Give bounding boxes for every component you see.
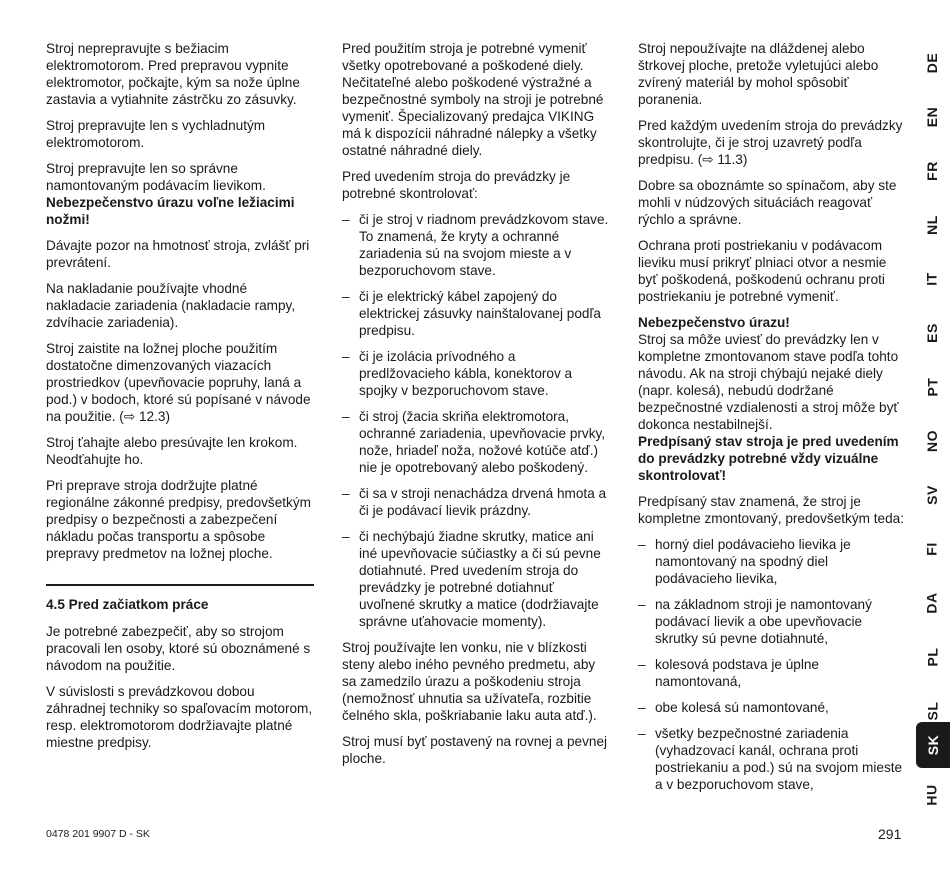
list-item bbox=[342, 408, 610, 476]
language-label: HU bbox=[923, 784, 940, 806]
language-label: FR bbox=[923, 161, 940, 181]
language-label: EN bbox=[923, 106, 940, 128]
list-item-text: horný diel podávacieho lievika je namontovaný na spodný diel podávacieho lievika, bbox=[655, 537, 851, 586]
language-label: IT bbox=[923, 272, 940, 286]
list-item bbox=[638, 725, 906, 793]
language-label: FI bbox=[923, 542, 940, 556]
language-tab-hu[interactable] bbox=[918, 772, 946, 818]
language-tab-nl[interactable] bbox=[918, 202, 946, 248]
list-item bbox=[342, 348, 610, 399]
dash-bullet: – bbox=[638, 657, 646, 672]
paragraph: Dobre sa oboznámte so spínačom, aby ste mohli v núdzových situáciách reagovať rýchlo a správne. bbox=[638, 178, 897, 227]
language-label: PL bbox=[923, 647, 940, 667]
language-label: PT bbox=[923, 377, 940, 397]
paragraph: Stroj používajte len vonku, nie v blízkosti steny alebo iného pevného predmetu, aby sa zamedzilo úrazu a poškodeniu stroja (nemožnosť uhnutia sa užívateľa, rozbitie čelného skla, poškriabanie laku auta atď.). bbox=[342, 640, 597, 723]
paragraph: Stroj prepravujte len s vychladnutým elektromotorom. bbox=[46, 118, 266, 150]
page-number: 291 bbox=[878, 826, 902, 842]
document-code: 0478 201 9907 D - SK bbox=[46, 828, 150, 840]
warning-text: Nebezpečenstvo úrazu voľne ležiacimi nožmi! bbox=[46, 195, 295, 227]
list-item-text: kolesová podstava je úplne namontovaná, bbox=[655, 657, 819, 689]
language-tab-sk-active[interactable] bbox=[916, 722, 950, 768]
paragraph: Predpísaný stav znamená, že stroj je kompletne zmontovaný, predovšetkým teda: bbox=[638, 494, 904, 526]
language-label: DA bbox=[923, 592, 940, 614]
language-tab-fi[interactable] bbox=[918, 526, 946, 572]
dash-bullet: – bbox=[638, 700, 646, 715]
list-item bbox=[342, 288, 610, 339]
language-tab-es[interactable] bbox=[918, 310, 946, 356]
paragraph: Pri preprave stroja dodržujte platné regionálne zákonné predpisy, predovšetkým predpisy o bezpečnosti a zabezpečení nákladu počas transportu a spôsobe prepravy predmetov na ložnej ploche. bbox=[46, 478, 311, 561]
dash-bullet: – bbox=[342, 409, 350, 424]
language-tab-it[interactable] bbox=[918, 256, 946, 302]
column-middle bbox=[342, 40, 610, 776]
dash-bullet: – bbox=[342, 486, 350, 501]
dash-bullet: – bbox=[342, 289, 350, 304]
paragraph-text: Stroj prepravujte len so správne namontovaným podávacím lievikom. bbox=[46, 161, 266, 193]
list-item-text: na základnom stroji je namontovaný podávací lievik a obe upevňovacie skrutky sú pevne dotiahnuté, bbox=[655, 597, 872, 646]
language-tab-pl[interactable] bbox=[918, 634, 946, 680]
language-label: SK bbox=[924, 734, 941, 756]
language-label: SV bbox=[924, 485, 940, 505]
language-tab-pt[interactable] bbox=[918, 364, 946, 410]
language-tab-da[interactable] bbox=[918, 580, 946, 626]
paragraph: Stroj musí byť postavený na rovnej a pevnej ploche. bbox=[342, 734, 608, 766]
list-item-text: všetky bezpečnostné zariadenia (vyhadzovací kanál, ochrana proti postriekaniu a pod.) sú na svojom mieste a v bezporuchovom stave, bbox=[655, 726, 903, 792]
language-label: NO bbox=[924, 430, 940, 452]
paragraph: Stroj zaistite na ložnej ploche použitím dostatočne dimenzovaných viazacích prostriedkov (upevňovacie popruhy, laná a pod.) v bodoch, ktoré sú popísané v návode na použitie. (⇨ 12.3) bbox=[46, 341, 311, 424]
list-item bbox=[638, 596, 906, 647]
list-item bbox=[638, 699, 906, 716]
paragraph: V súvislosti s prevádzkovou dobou záhradnej techniky so spaľovacím motorom, resp. elektromotorom dodržiavajte platné miestne predpisy. bbox=[46, 684, 313, 750]
paragraph: Dávajte pozor na hmotnosť stroja, zvlášť pri prevrátení. bbox=[46, 238, 310, 270]
dash-bullet: – bbox=[342, 529, 350, 544]
dash-bullet: – bbox=[638, 597, 646, 612]
list-item bbox=[342, 485, 610, 519]
paragraph: Stroj ťahajte alebo presúvajte len krokom. Neodťahujte ho. bbox=[46, 435, 298, 467]
list-item bbox=[342, 211, 610, 279]
paragraph: Na nakladanie používajte vhodné nakladacie zariadenia (nakladacie rampy, zdvíhacie zariadenia). bbox=[46, 281, 296, 330]
language-tab-no[interactable] bbox=[918, 418, 946, 464]
language-tab-de[interactable] bbox=[918, 40, 946, 86]
paragraph bbox=[46, 160, 314, 228]
language-tab-fr[interactable] bbox=[918, 148, 946, 194]
paragraph: Je potrebné zabezpečiť, aby so strojom pracovali len osoby, ktoré sú oboznámené s návodom na použitie. bbox=[46, 624, 311, 673]
list-item bbox=[638, 656, 906, 690]
paragraph: Ochrana proti postriekaniu v podávacom lieviku musí prikryť plniaci otvor a nesmie byť poškodená, poškodenú ochranu proti postriekaniu je potrebné vymeniť. bbox=[638, 238, 887, 304]
warning-block bbox=[638, 314, 906, 484]
dash-bullet: – bbox=[342, 212, 350, 227]
list-item-text: či je izolácia prívodného a predlžovacieho kábla, konektorov a spojky v bezporuchovom stave. bbox=[359, 349, 573, 398]
dash-bullet: – bbox=[342, 349, 350, 364]
language-label: DE bbox=[923, 52, 940, 74]
list-item bbox=[638, 536, 906, 587]
dash-bullet: – bbox=[638, 726, 646, 741]
paragraph: Stroj neprepravujte s bežiacim elektromotorom. Pred prepravou vypnite elektromotor, počkajte, kým sa nože úplne zastavia a vytiahnite zástrčku zo zásuvky. bbox=[46, 41, 300, 107]
paragraph: Pred každým uvedením stroja do prevádzky skontrolujte, či je stroj uzavretý podľa predpisu. (⇨ 11.3) bbox=[638, 118, 903, 167]
warning-emphasis: Predpísaný stav stroja je pred uvedením do prevádzky potrebné vždy vizuálne skontrolovať! bbox=[638, 434, 899, 483]
paragraph: Pred uvedením stroja do prevádzky je potrebné skontrolovať: bbox=[342, 169, 571, 201]
list-item-text: či je elektrický kábel zapojený do elektrickej zásuvky nainštalovanej podľa predpisu. bbox=[359, 289, 601, 338]
warning-title: Nebezpečenstvo úrazu! bbox=[638, 315, 790, 330]
dash-bullet: – bbox=[638, 537, 646, 552]
list-item bbox=[342, 528, 610, 630]
list-item-text: či stroj (žacia skriňa elektromotora, ochranné zariadenia, upevňovacie prvky, nože, hriadeľ noža, nožové kotúče atď.) nie je opotrebovaný alebo poškodený. bbox=[359, 409, 606, 475]
language-label: NL bbox=[923, 215, 940, 235]
paragraph: Stroj nepoužívajte na dláždenej alebo štrkovej ploche, pretože vyletujúci alebo zvírený materiál by mohol spôsobiť poranenia. bbox=[638, 41, 879, 107]
list-item-text: či nechýbajú žiadne skrutky, matice ani iné upevňovacie súčiastky a či sú pevne dotiahnuté. Pred uvedením stroja do prevádzky je potrebné dotiahnuť uvoľnené skrutky a matice (dodržiavajte správne uťahovacie momenty). bbox=[359, 529, 601, 629]
column-left bbox=[46, 40, 314, 760]
list-item-text: či je stroj v riadnom prevádzkovom stave. To znamená, že kryty a ochranné zariadenia sú na svojom mieste a v bezporuchovom stave. bbox=[359, 212, 609, 278]
paragraph: Pred použitím stroja je potrebné vymeniť všetky opotrebované a poškodené diely. Nečitateľné alebo poškodené výstražné a bezpečnostné symboly na stroji je potrebné vymeniť. Špecializovaný predajca VIKING má k dispozícii náhradné nálepky a všetky ostatné náhradné diely. bbox=[342, 41, 604, 158]
language-label: SL bbox=[923, 701, 940, 721]
list-item-text: či sa v stroji nenachádza drvená hmota a či je podávací lievik prázdny. bbox=[359, 486, 607, 518]
language-tab-en[interactable] bbox=[918, 94, 946, 140]
warning-text: Stroj sa môže uviesť do prevádzky len v kompletne zmontovanom stave podľa tohto návodu. Ak na stroji chýbajú nejaké diely (napr. kolesá), nebudú dodržané bezpečnostné vzdialenosti a stroj môže byť dokonca nestabilnejší. bbox=[638, 332, 899, 432]
section-divider bbox=[46, 584, 314, 586]
list-item-text: obe kolesá sú namontované, bbox=[655, 700, 829, 715]
language-tab-sv[interactable] bbox=[918, 472, 946, 518]
column-right bbox=[638, 40, 906, 802]
section-heading: 4.5 Pred začiatkom práce bbox=[46, 597, 209, 612]
language-label: ES bbox=[924, 323, 940, 343]
